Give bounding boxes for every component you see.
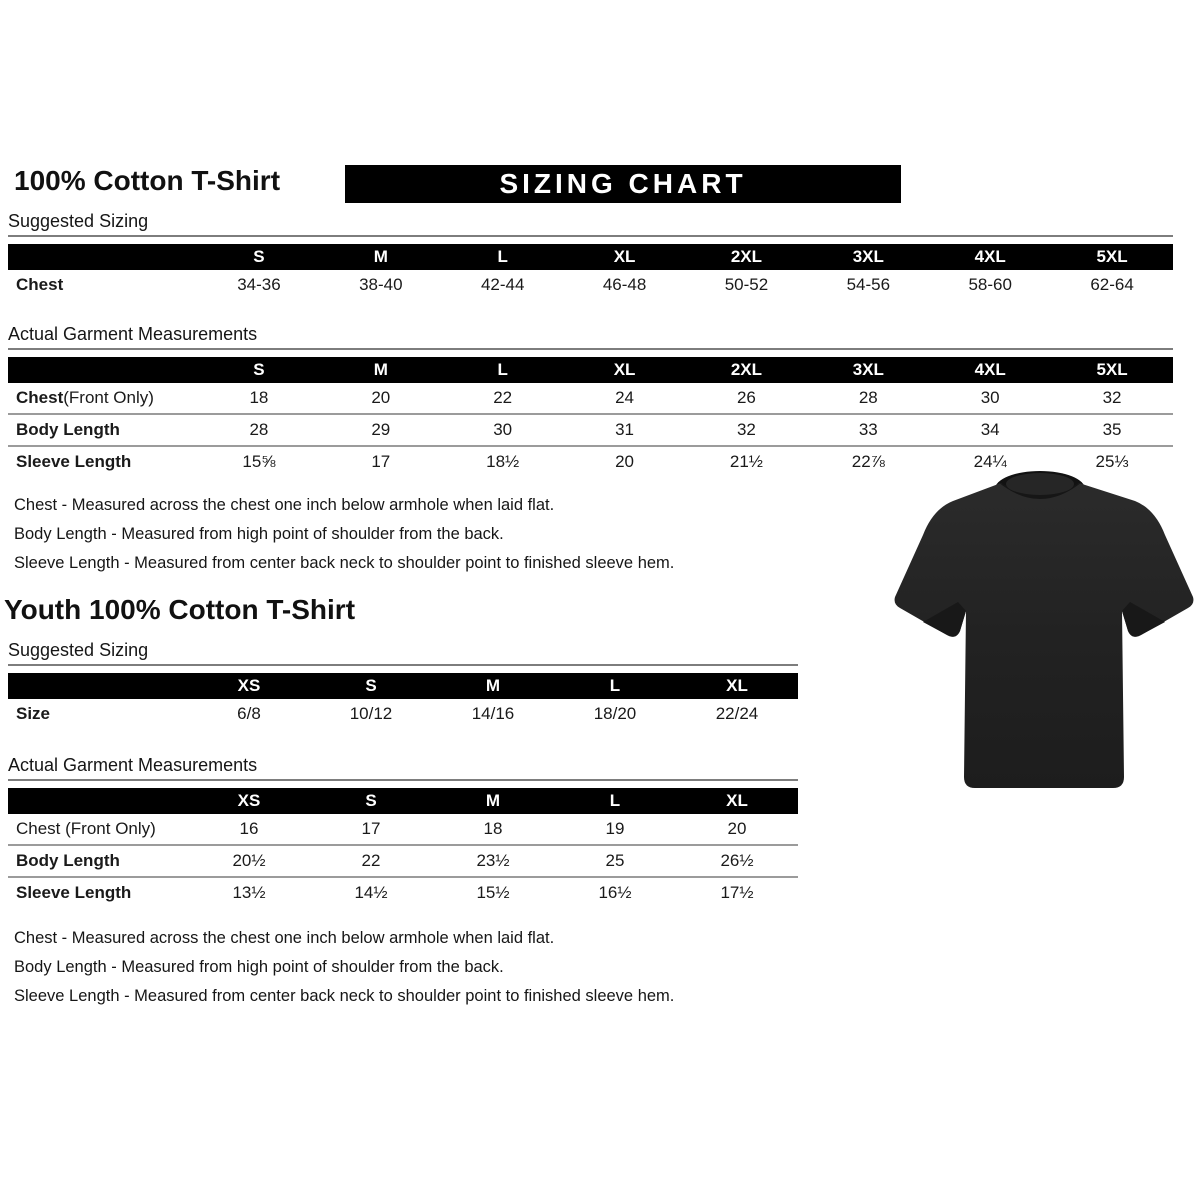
size-col-header: 2XL bbox=[730, 360, 763, 379]
size-col-header: M bbox=[373, 247, 388, 266]
size-col-header: M bbox=[485, 791, 501, 810]
footnote-sleeve-length: Sleeve Length - Measured from center back neck to shoulder point to finished sleeve hem. bbox=[14, 987, 675, 1005]
size-col-header: XS bbox=[237, 791, 261, 810]
size-col-header: 4XL bbox=[974, 247, 1006, 266]
size-col-header: S bbox=[253, 247, 265, 266]
adult-body-length-row bbox=[8, 413, 1173, 445]
size-col-header: 5XL bbox=[1096, 247, 1128, 266]
value-cell: 32 bbox=[736, 420, 756, 439]
row-label: Body Length bbox=[16, 851, 120, 870]
size-col-header: L bbox=[609, 676, 621, 695]
size-col-header: S bbox=[253, 360, 265, 379]
footnote-body-length: Body Length - Measured from high point of shoulder from the back. bbox=[14, 525, 504, 543]
size-col-header: XL bbox=[726, 676, 748, 695]
value-cell: 33 bbox=[858, 420, 878, 439]
value-cell: 34 bbox=[980, 420, 1000, 439]
value-cell: 28 bbox=[858, 388, 878, 407]
value-cell: 18½ bbox=[486, 452, 520, 471]
value-cell: 20½ bbox=[232, 851, 266, 870]
sizing-chart-banner: SIZING CHART bbox=[345, 165, 901, 203]
value-cell: 15½ bbox=[476, 883, 510, 902]
tshirt-illustration bbox=[888, 462, 1198, 812]
value-cell: 35 bbox=[1102, 420, 1122, 439]
footnote-chest: Chest - Measured across the chest one inch below armhole when laid flat. bbox=[14, 496, 555, 514]
value-cell: 20 bbox=[371, 388, 391, 407]
value-cell: 34-36 bbox=[237, 275, 281, 294]
value-cell: 24 bbox=[615, 388, 635, 407]
row-label: Body Length bbox=[16, 420, 120, 439]
size-col-header: 4XL bbox=[974, 360, 1006, 379]
adult-title: 100% Cotton T-Shirt bbox=[14, 165, 281, 196]
value-cell: 62-64 bbox=[1090, 275, 1134, 294]
value-cell: 23½ bbox=[476, 851, 510, 870]
value-cell: 24¼ bbox=[973, 452, 1007, 471]
value-cell: 22 bbox=[493, 388, 513, 407]
footnote-chest: Chest - Measured across the chest one inch below armhole when laid flat. bbox=[14, 929, 555, 947]
youth-chest-row bbox=[8, 814, 798, 844]
adult-chest-row bbox=[8, 383, 1173, 413]
youth-size-row bbox=[8, 699, 798, 729]
value-cell: 10/12 bbox=[349, 704, 393, 723]
value-cell: 25 bbox=[605, 851, 625, 870]
row-label: Chest bbox=[16, 275, 64, 294]
youth-footnotes bbox=[8, 924, 1173, 1011]
value-cell: 19 bbox=[605, 819, 625, 838]
adult-measured-label: Actual Garment Measurements bbox=[8, 322, 1173, 350]
value-cell: 17 bbox=[371, 452, 391, 471]
size-col-header: M bbox=[485, 676, 501, 695]
value-cell: 6/8 bbox=[237, 704, 261, 723]
row-label-suffix: (Front Only) bbox=[63, 388, 154, 407]
adult-chest-suggested-row bbox=[8, 270, 1173, 300]
value-cell: 32 bbox=[1102, 388, 1122, 407]
header-spacer bbox=[8, 788, 188, 814]
youth-body-length-row bbox=[8, 844, 798, 876]
size-col-header: XL bbox=[613, 360, 636, 379]
value-cell: 15⅝ bbox=[242, 452, 276, 471]
value-cell: 29 bbox=[371, 420, 391, 439]
header-row bbox=[8, 163, 1173, 207]
header-spacer bbox=[8, 357, 198, 383]
size-col-header: L bbox=[609, 791, 621, 810]
tshirt-photo bbox=[888, 462, 1198, 812]
value-cell: 18 bbox=[483, 819, 503, 838]
header-spacer bbox=[8, 244, 198, 270]
adult-suggested-label: Suggested Sizing bbox=[8, 209, 1173, 237]
youth-title: Youth 100% Cotton T-Shirt bbox=[4, 594, 356, 625]
size-col-header: XL bbox=[726, 791, 748, 810]
value-cell: 16 bbox=[239, 819, 259, 838]
footnote-body-length: Body Length - Measured from high point of shoulder from the back. bbox=[14, 958, 504, 976]
value-cell: 26½ bbox=[720, 851, 754, 870]
row-label: Sleeve Length bbox=[16, 452, 132, 471]
value-cell: 22⅞ bbox=[851, 452, 885, 471]
value-cell: 38-40 bbox=[359, 275, 403, 294]
value-cell: 14/16 bbox=[471, 704, 515, 723]
size-col-header: L bbox=[497, 360, 508, 379]
value-cell: 31 bbox=[615, 420, 635, 439]
footnote-sleeve-length: Sleeve Length - Measured from center back neck to shoulder point to finished sleeve hem. bbox=[14, 554, 675, 572]
value-cell: 18 bbox=[249, 388, 269, 407]
value-cell: 46-48 bbox=[602, 275, 647, 294]
youth-suggested-header bbox=[8, 673, 798, 699]
size-col-header: L bbox=[497, 247, 508, 266]
row-label-main: Chest bbox=[16, 388, 64, 407]
value-cell: 30 bbox=[980, 388, 1000, 407]
youth-measured-header bbox=[8, 788, 798, 814]
youth-sleeve-length-row bbox=[8, 876, 798, 908]
value-cell: 18/20 bbox=[593, 704, 637, 723]
tshirt-collar-inner bbox=[1006, 473, 1074, 495]
youth-measured-label: Actual Garment Measurements bbox=[8, 753, 798, 781]
value-cell: 58-60 bbox=[968, 275, 1012, 294]
value-cell: 25⅓ bbox=[1095, 452, 1129, 471]
size-col-header: S bbox=[365, 676, 377, 695]
adult-measured-header bbox=[8, 357, 1173, 383]
value-cell: 22/24 bbox=[715, 704, 759, 723]
value-cell: 21½ bbox=[729, 452, 763, 471]
size-col-header: XS bbox=[237, 676, 261, 695]
size-col-header: S bbox=[365, 791, 377, 810]
row-label: Size bbox=[16, 704, 51, 723]
value-cell: 22 bbox=[361, 851, 381, 870]
value-cell: 50-52 bbox=[724, 275, 769, 294]
row-label: Chest (Front Only) bbox=[16, 819, 156, 838]
adult-suggested-header bbox=[8, 244, 1173, 270]
value-cell: 30 bbox=[493, 420, 513, 439]
value-cell: 20 bbox=[615, 452, 635, 471]
value-cell: 16½ bbox=[598, 883, 632, 902]
value-cell: 17 bbox=[361, 819, 381, 838]
value-cell: 14½ bbox=[354, 883, 388, 902]
value-cell: 26 bbox=[736, 388, 756, 407]
size-col-header: 2XL bbox=[730, 247, 763, 266]
size-col-header: 3XL bbox=[852, 360, 884, 379]
tshirt-body bbox=[895, 483, 1194, 788]
value-cell: 17½ bbox=[720, 883, 754, 902]
size-col-header: M bbox=[373, 360, 388, 379]
value-cell: 13½ bbox=[232, 883, 266, 902]
row-label bbox=[8, 383, 198, 413]
size-col-header: 5XL bbox=[1096, 360, 1128, 379]
size-col-header: XL bbox=[613, 247, 636, 266]
value-cell: 28 bbox=[249, 420, 269, 439]
size-col-header: 3XL bbox=[852, 247, 884, 266]
value-cell: 42-44 bbox=[480, 275, 525, 294]
value-cell: 54-56 bbox=[846, 275, 891, 294]
youth-suggested-label: Suggested Sizing bbox=[8, 638, 798, 666]
row-label: Sleeve Length bbox=[16, 883, 132, 902]
value-cell: 20 bbox=[727, 819, 747, 838]
header-spacer bbox=[8, 673, 188, 699]
